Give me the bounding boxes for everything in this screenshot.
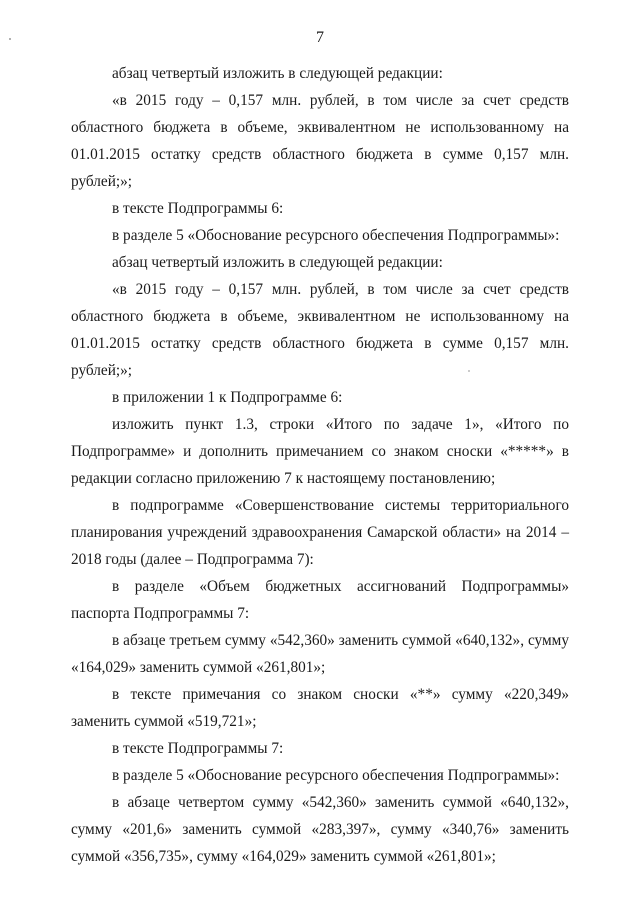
page-number: 7 — [316, 29, 324, 46]
paragraph: абзац четвертый изложить в следующей редакции: — [112, 65, 443, 82]
paragraph: «в 2015 году – 0,157 млн. рублей, в том числе за счет средств областного бюджета в объеме, эквивалентном не использованному на 01.01.2015 остатку средств областного бюджета в сумме 0,157 млн. рублей;»; — [71, 92, 569, 190]
paragraph: «в 2015 году – 0,157 млн. рублей, в том числе за счет средств областного бюджета в объеме, эквивалентном не использованному на 01.01.2015 остатку средств областного бюджета в сумме 0,157 млн. рублей;»; — [71, 281, 569, 379]
paragraph: в разделе 5 «Обоснование ресурсного обеспечения Подпрограммы»: — [112, 227, 560, 244]
paragraph: в разделе 5 «Обоснование ресурсного обеспечения Подпрограммы»: — [112, 767, 560, 784]
document-body — [71, 60, 569, 870]
paragraph: в тексте Подпрограммы 7: — [112, 740, 284, 757]
paragraph: изложить пункт 1.3, строки «Итого по задаче 1», «Итого по Подпрограмме» и дополнить примечанием со знаком сноски «*****» в редакции согласно приложению 7 к настоящему постановлению; — [71, 416, 569, 487]
paragraph: абзац четвертый изложить в следующей редакции: — [112, 254, 443, 271]
paragraph: в абзаце третьем сумму «542,360» заменить суммой «640,132», сумму «164,029» заменить суммой «261,801»; — [71, 632, 569, 676]
paragraph: в приложении 1 к Подпрограмме 6: — [112, 389, 343, 406]
paragraph: в тексте Подпрограммы 6: — [112, 200, 284, 217]
paragraph: в разделе «Объем бюджетных ассигнований Подпрограммы» паспорта Подпрограммы 7: — [71, 578, 569, 622]
paragraph: в подпрограмме «Совершенствование системы территориального планирования учреждений здравоохранения Самарской области» на 2014 – 2018 годы (далее – Подпрограмма 7): — [71, 497, 569, 568]
paragraph: в тексте примечания со знаком сноски «**» сумму «220,349» заменить суммой «519,721»; — [71, 686, 569, 730]
paragraph: в абзаце четвертом сумму «542,360» заменить суммой «640,132», сумму «201,6» заменить суммой «283,397», сумму «340,76» заменить суммой «356,735», сумму «164,029» заменить суммой «261,801»; — [71, 794, 569, 865]
